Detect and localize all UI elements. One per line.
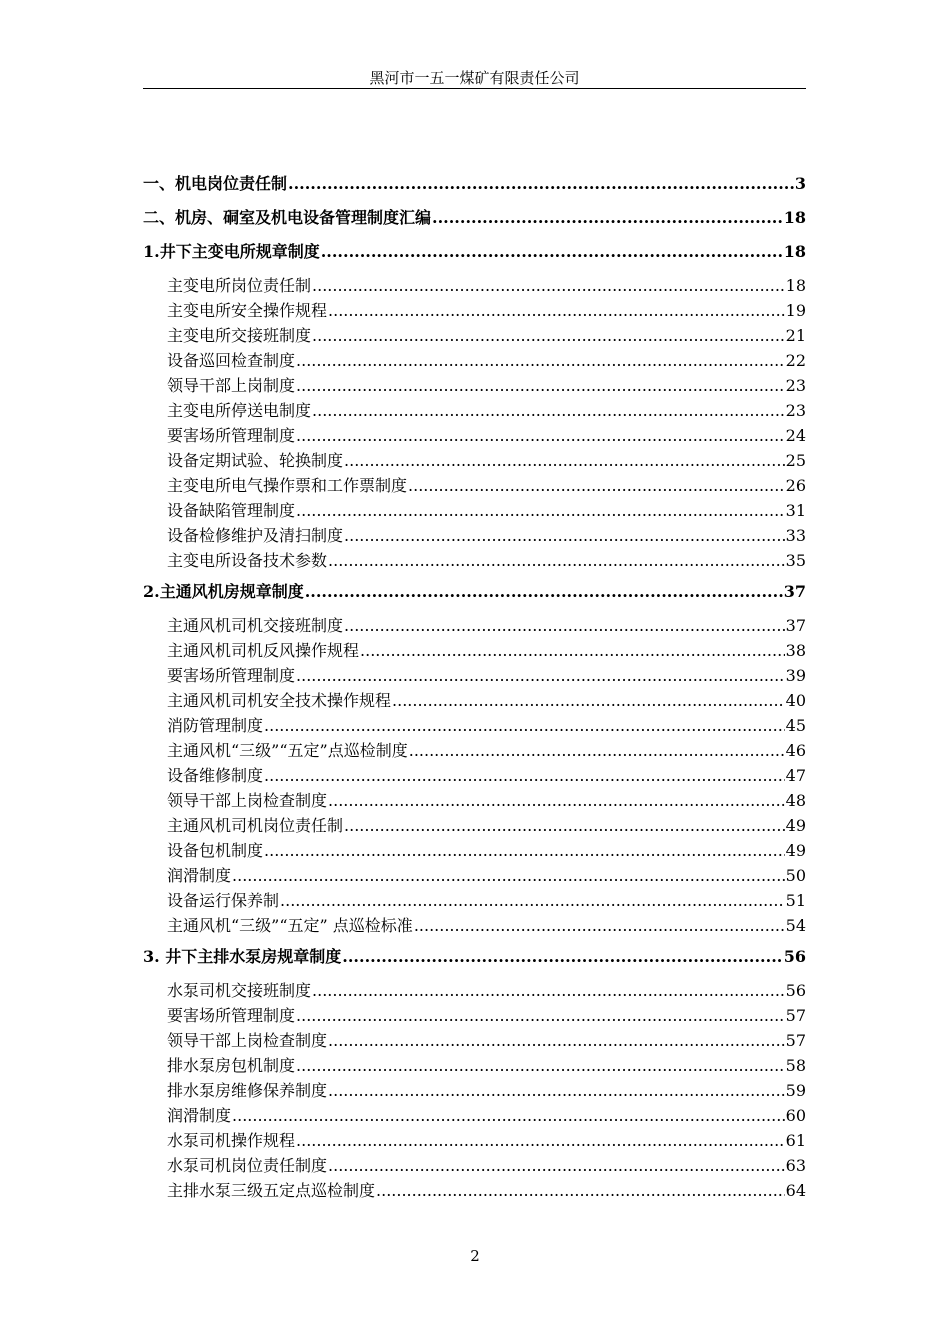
toc-leader-dots xyxy=(342,944,782,970)
toc-section-entry[interactable] xyxy=(143,944,806,978)
toc-entry-page: 48 xyxy=(785,791,806,810)
header-rule xyxy=(143,88,806,89)
toc-entry[interactable] xyxy=(143,788,806,813)
toc-entry-title: 3. 井下主排水泵房规章制度 xyxy=(143,947,342,966)
toc-entry-title: 水泵司机交接班制度 xyxy=(167,981,312,1000)
toc-entry-title: 润滑制度 xyxy=(167,866,232,885)
toc-entry[interactable] xyxy=(143,423,806,448)
toc-entry[interactable] xyxy=(143,713,806,738)
toc-entry-title: 润滑制度 xyxy=(167,1106,232,1125)
toc-entry-title: 主通风机司机安全技术操作规程 xyxy=(167,691,392,710)
toc-leader-dots xyxy=(328,1153,785,1178)
toc-leader-dots xyxy=(232,1103,785,1128)
toc-entry-page: 24 xyxy=(785,426,806,445)
toc-leader-dots xyxy=(312,273,785,298)
toc-entry-page: 37 xyxy=(785,616,806,635)
toc-leader-dots xyxy=(312,978,785,1003)
toc-entry-title: 一、机电岗位责任制 xyxy=(143,174,288,193)
toc-entry[interactable] xyxy=(143,978,806,1003)
toc-entry-page: 46 xyxy=(785,741,806,760)
toc-leader-dots xyxy=(232,863,785,888)
toc-entry[interactable] xyxy=(143,1078,806,1103)
toc-entry-title: 领导干部上岗检查制度 xyxy=(167,1031,328,1050)
toc-entry-page: 18 xyxy=(783,208,806,227)
toc-entry-page: 22 xyxy=(785,351,806,370)
toc-leader-dots xyxy=(328,788,785,813)
toc-leader-dots xyxy=(296,1128,785,1153)
toc-leader-dots xyxy=(296,1003,785,1028)
toc-entry-title: 主排水泵三级五定点巡检制度 xyxy=(167,1181,376,1200)
toc-entry[interactable] xyxy=(143,738,806,763)
toc-entry-title: 要害场所管理制度 xyxy=(167,666,296,685)
toc-entry[interactable] xyxy=(143,1103,806,1128)
toc-leader-dots xyxy=(280,888,785,913)
toc-leader-dots xyxy=(409,738,785,763)
toc-entry-page: 40 xyxy=(785,691,806,710)
toc-entry-page: 49 xyxy=(785,816,806,835)
toc-entry[interactable] xyxy=(143,523,806,548)
toc-entry-title: 要害场所管理制度 xyxy=(167,1006,296,1025)
toc-entry-page: 58 xyxy=(785,1056,806,1075)
toc-entry-page: 18 xyxy=(785,276,806,295)
toc-leader-dots xyxy=(264,713,785,738)
toc-entry-title: 设备缺陷管理制度 xyxy=(167,501,296,520)
toc-entry-title: 设备定期试验、轮换制度 xyxy=(167,451,344,470)
toc-entry-title: 主变电所停送电制度 xyxy=(167,401,312,420)
toc-entry[interactable] xyxy=(143,273,806,298)
toc-leader-dots xyxy=(376,1178,785,1203)
toc-entry-page: 64 xyxy=(785,1181,806,1200)
toc-leader-dots xyxy=(296,348,785,373)
toc-entry[interactable] xyxy=(143,548,806,573)
toc-entry[interactable] xyxy=(143,863,806,888)
toc-entry[interactable] xyxy=(143,913,806,938)
toc-entry-page: 45 xyxy=(785,716,806,735)
toc-leader-dots xyxy=(264,763,785,788)
toc-leader-dots xyxy=(414,913,785,938)
toc-entry-title: 主通风机司机岗位责任制 xyxy=(167,816,344,835)
toc-leader-dots xyxy=(344,448,785,473)
toc-leader-dots xyxy=(312,398,785,423)
toc-section-entry[interactable] xyxy=(143,239,806,273)
toc-entry-title: 设备检修维护及清扫制度 xyxy=(167,526,344,545)
toc-entry-title: 主通风机司机反风操作规程 xyxy=(167,641,360,660)
toc-entry-title: 设备包机制度 xyxy=(167,841,264,860)
toc-entry-title: 排水泵房包机制度 xyxy=(167,1056,296,1075)
toc-entry-page: 18 xyxy=(783,242,806,261)
toc-entry-page: 51 xyxy=(785,891,806,910)
toc-entry-page: 50 xyxy=(785,866,806,885)
toc-entry[interactable] xyxy=(143,1003,806,1028)
toc-entry-page: 63 xyxy=(785,1156,806,1175)
toc-entry[interactable] xyxy=(143,498,806,523)
toc-entry-page: 37 xyxy=(783,582,806,601)
toc-entry-page: 39 xyxy=(785,666,806,685)
toc-leader-dots xyxy=(296,373,785,398)
toc-entry-page: 57 xyxy=(785,1031,806,1050)
toc-entry-title: 设备巡回检查制度 xyxy=(167,351,296,370)
toc-entry-page: 49 xyxy=(785,841,806,860)
toc-entry-title: 主通风机“三级”“五定” 点巡检标准 xyxy=(167,916,413,935)
toc-section-entry[interactable] xyxy=(143,171,806,205)
toc-entry[interactable] xyxy=(143,763,806,788)
toc-leader-dots xyxy=(360,638,785,663)
toc-entry-title: 主变电所设备技术参数 xyxy=(167,551,328,570)
toc-entry-title: 设备运行保养制 xyxy=(167,891,280,910)
toc-leader-dots xyxy=(432,205,783,231)
table-of-contents xyxy=(143,171,806,1203)
toc-entry-page: 56 xyxy=(785,981,806,1000)
toc-leader-dots xyxy=(305,579,783,605)
toc-leader-dots xyxy=(288,171,794,197)
toc-entry-title: 领导干部上岗检查制度 xyxy=(167,791,328,810)
toc-entry-page: 60 xyxy=(785,1106,806,1125)
toc-entry-page: 33 xyxy=(785,526,806,545)
toc-entry[interactable] xyxy=(143,1128,806,1153)
toc-leader-dots xyxy=(296,498,785,523)
toc-entry[interactable] xyxy=(143,1178,806,1203)
toc-entry-page: 23 xyxy=(785,376,806,395)
toc-entry-title: 主变电所电气操作票和工作票制度 xyxy=(167,476,408,495)
toc-leader-dots xyxy=(392,688,785,713)
page-header-title: 黑河市一五一煤矿有限责任公司 xyxy=(369,69,580,87)
toc-entry-page: 26 xyxy=(785,476,806,495)
toc-entry[interactable] xyxy=(143,323,806,348)
toc-entry-page: 59 xyxy=(785,1081,806,1100)
toc-section-entry[interactable] xyxy=(143,579,806,613)
toc-entry-title: 2.主通风机房规章制度 xyxy=(143,582,304,601)
toc-entry-page: 31 xyxy=(785,501,806,520)
toc-leader-dots xyxy=(344,523,785,548)
toc-entry[interactable] xyxy=(143,613,806,638)
toc-entry-page: 3 xyxy=(794,174,806,193)
toc-entry-title: 主变电所安全操作规程 xyxy=(167,301,328,320)
toc-entry-page: 23 xyxy=(785,401,806,420)
toc-leader-dots xyxy=(408,473,785,498)
toc-section-entry[interactable] xyxy=(143,205,806,239)
toc-entry[interactable] xyxy=(143,813,806,838)
toc-entry[interactable] xyxy=(143,1028,806,1053)
toc-entry-title: 主变电所交接班制度 xyxy=(167,326,312,345)
toc-entry-page: 21 xyxy=(785,326,806,345)
toc-entry-title: 主通风机“三级”“五定”点巡检制度 xyxy=(167,741,408,760)
toc-entry[interactable] xyxy=(143,638,806,663)
toc-entry-page: 19 xyxy=(785,301,806,320)
toc-entry[interactable] xyxy=(143,888,806,913)
toc-leader-dots xyxy=(321,239,783,265)
toc-leader-dots xyxy=(296,1053,785,1078)
toc-entry[interactable] xyxy=(143,473,806,498)
toc-entry[interactable] xyxy=(143,298,806,323)
toc-entry-page: 56 xyxy=(783,947,806,966)
toc-entry-title: 排水泵房维修保养制度 xyxy=(167,1081,328,1100)
toc-entry[interactable] xyxy=(143,398,806,423)
toc-entry-title: 主变电所岗位责任制 xyxy=(167,276,312,295)
toc-entry[interactable] xyxy=(143,348,806,373)
toc-leader-dots xyxy=(296,663,785,688)
toc-entry-title: 二、机房、硐室及机电设备管理制度汇编 xyxy=(143,208,432,227)
toc-entry-title: 要害场所管理制度 xyxy=(167,426,296,445)
toc-leader-dots xyxy=(328,1028,785,1053)
toc-leader-dots xyxy=(328,1078,785,1103)
toc-entry[interactable] xyxy=(143,838,806,863)
toc-entry[interactable] xyxy=(143,663,806,688)
toc-leader-dots xyxy=(344,613,785,638)
toc-entry-page: 35 xyxy=(785,551,806,570)
toc-entry-page: 25 xyxy=(785,451,806,470)
page-number: 2 xyxy=(470,1247,480,1265)
toc-entry[interactable] xyxy=(143,448,806,473)
toc-entry[interactable] xyxy=(143,373,806,398)
toc-entry-page: 38 xyxy=(785,641,806,660)
toc-leader-dots xyxy=(264,838,785,863)
toc-entry[interactable] xyxy=(143,1153,806,1178)
toc-leader-dots xyxy=(344,813,785,838)
toc-leader-dots xyxy=(328,548,785,573)
toc-entry-title: 1.井下主变电所规章制度 xyxy=(143,242,320,261)
toc-entry-title: 领导干部上岗制度 xyxy=(167,376,296,395)
toc-entry-title: 水泵司机岗位责任制度 xyxy=(167,1156,328,1175)
toc-entry-page: 61 xyxy=(785,1131,806,1150)
toc-entry-title: 消防管理制度 xyxy=(167,716,264,735)
toc-leader-dots xyxy=(296,423,785,448)
toc-entry-title: 水泵司机操作规程 xyxy=(167,1131,296,1150)
toc-leader-dots xyxy=(328,298,785,323)
toc-entry-page: 54 xyxy=(785,916,806,935)
toc-entry[interactable] xyxy=(143,688,806,713)
toc-entry[interactable] xyxy=(143,1053,806,1078)
toc-entry-title: 主通风机司机交接班制度 xyxy=(167,616,344,635)
toc-leader-dots xyxy=(312,323,785,348)
toc-entry-page: 57 xyxy=(785,1006,806,1025)
toc-entry-page: 47 xyxy=(785,766,806,785)
toc-entry-title: 设备维修制度 xyxy=(167,766,264,785)
